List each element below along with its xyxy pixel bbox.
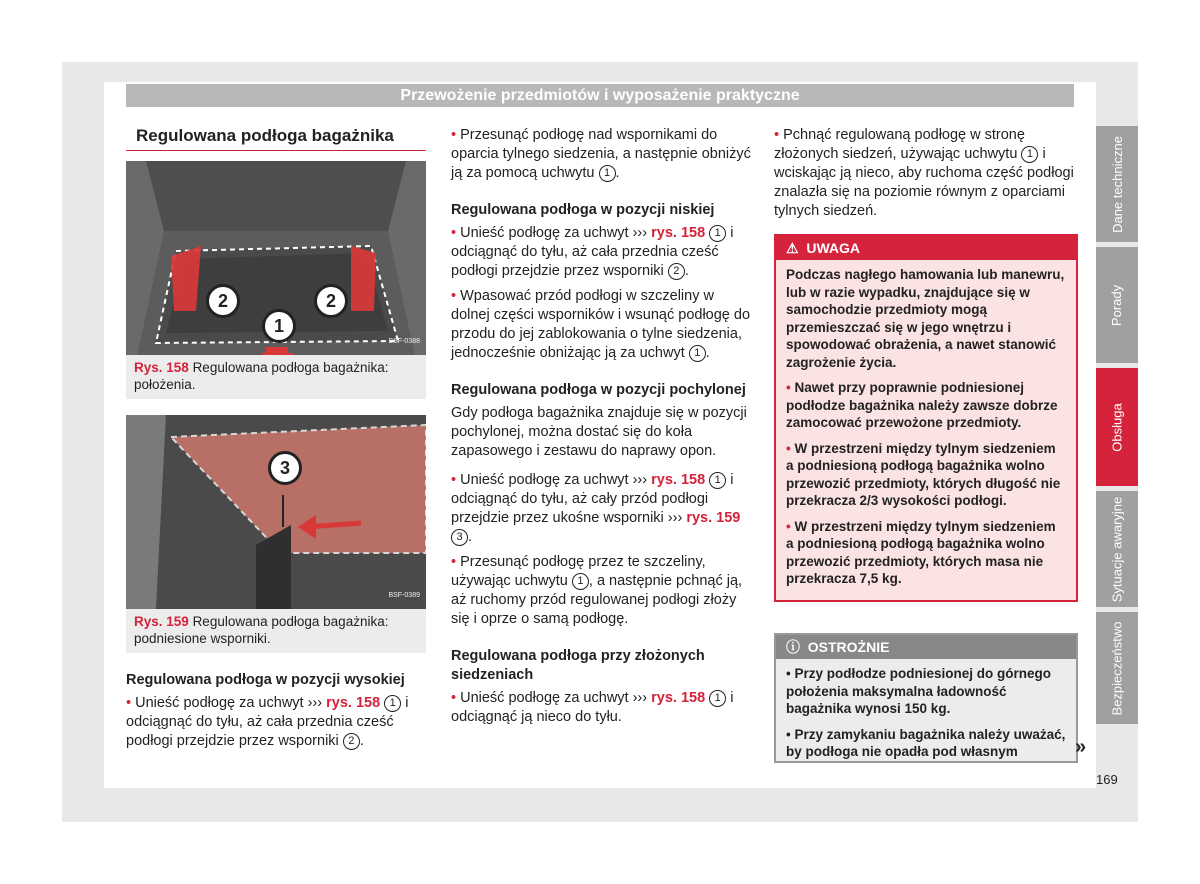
figure-158 [126, 161, 426, 399]
warning-box [774, 234, 1078, 602]
continued-marker: » [1075, 736, 1087, 758]
text: Unieść podłogę za uchwyt ››› [460, 225, 648, 241]
callout-number: 1 [689, 345, 706, 362]
text: i odciągnąć ją nieco do tyłu. [451, 690, 734, 725]
page-header: Przewożenie przedmiotów i wyposażenie praktyczne [126, 84, 1074, 107]
caution-body [776, 659, 1076, 761]
figure-code: BSF-0389 [388, 592, 420, 599]
warning-intro: Podczas nagłego hamowania lub manewru, lub w razie wypadku, znajdujące się w samochodzie przedmioty mogą przemieszczać się w jego wnętrzu i spowodować obrażenia, a nawet stanowić zagrożenie życia. [786, 267, 1065, 370]
marker-2-left: 2 [206, 284, 240, 318]
callout-number: 2 [343, 733, 360, 750]
caution-title: OSTROŻNIE [807, 639, 890, 655]
subheading-high: Regulowana podłoga w pozycji wysokiej [126, 672, 405, 688]
tab-dane-techniczne[interactable] [1096, 126, 1138, 242]
paragraph-1: • Pchnąć regulowaną podłogę w stronę złożonych siedzeń, używając uchwytu 1 i wciskając ją nieco, aby ruchoma część podłogi znalazła się na poziomie równym z oparciami tylnych siedzeń. [774, 127, 1074, 219]
tab-obsluga[interactable] [1096, 368, 1138, 486]
callout-number: 2 [668, 263, 685, 280]
text: . [705, 345, 710, 361]
paragraph-1: • Przesunąć podłogę nad wspornikami do oparcia tylnego siedzenia, a następnie obniżyć ją za pomocą uchwytu 1 . [451, 127, 751, 181]
callout-number: 1 [599, 165, 616, 182]
paragraph-low-1: • Unieść podłogę za uchwyt ››› rys. 158 1 i odciągnąć do tyłu, aż cała przednia cześć podłogi przejdzie przez wsporniki 2 . [451, 225, 734, 279]
text: i wciskając ją nieco, aby ruchoma część podłogi znalazła się na poziomie równym z oparciami tylnych siedzeń. [774, 146, 1074, 219]
subheading-inclined: Regulowana podłoga w pozycji pochylonej [451, 382, 746, 398]
callout-number: 1 [1021, 146, 1038, 163]
column-2 [451, 126, 751, 733]
marker-1: 1 [262, 309, 296, 343]
marker-2-right: 2 [314, 284, 348, 318]
caption-text: Regulowana podłoga bagażnika: położenia. [134, 360, 389, 392]
warning-item: • W przestrzeni między tylnym siedzeniem a podniesioną podłogą bagażnika wolno przewozić przedmioty, których masa nie przekracza 7,5 kg. [786, 518, 1056, 586]
text: . [684, 263, 689, 279]
tab-label: Obsługa [1109, 402, 1125, 452]
callout-number: 1 [384, 695, 401, 712]
warning-title: UWAGA [806, 240, 861, 256]
figure-159-caption [126, 609, 426, 653]
figure-ref-link[interactable]: rys. 159 [686, 510, 741, 526]
paragraph-inclined-0: Gdy podłoga bagażnika znajduje się w pozycji pochylonej, można dostać się do koła zapasowego i zestawu do naprawy opon. [451, 405, 747, 459]
caption-number: Rys. 158 [134, 360, 189, 375]
tab-label: Bezpieczeństwo [1109, 621, 1125, 715]
column-1 [126, 126, 426, 757]
text: Wpasować przód podłogi w szczeliny w dolnej części wsporników i wsunąć podłogę do przodu do jej zablokowania o tylne siedzenia, jednocześnie obniżając ją za uchwyt [451, 288, 751, 361]
paragraph-folded-1: • Unieść podłogę za uchwyt ››› rys. 158 1 i odciągnąć ją nieco do tyłu. [451, 690, 734, 725]
caution-item: • Przy zamykaniu bagażnika należy uważać, by podłoga nie opadła pod własnym [786, 726, 1066, 759]
page-number: 169 [1096, 772, 1118, 787]
figure-159-image [126, 415, 426, 609]
text: Unieść podłogę za uchwyt ››› [460, 472, 648, 488]
text: Przesunąć podłogę nad wspornikami do oparcia tylnego siedzenia, a następnie obniżyć ją za pomocą uchwytu [451, 127, 751, 181]
trunk-inclined-illustration [126, 415, 426, 609]
warning-triangle-icon: ⚠ [786, 240, 799, 256]
figure-158-image [126, 161, 426, 355]
tab-label: Sytuacje awaryjne [1109, 496, 1125, 602]
text: . [615, 165, 620, 181]
warning-header [776, 236, 1076, 260]
callout-number: 1 [709, 225, 726, 242]
section-title: Regulowana podłoga bagażnika [126, 126, 426, 151]
paragraph-inclined-1: • Unieść podłogę za uchwyt ››› rys. 158 1 i odciągnąć do tyłu, aż cały przód podłogi przejdzie przez ukośne wsporniki ››› rys. 159 3 . [451, 472, 741, 545]
text: W przestrzeni między tylnym siedzeniem a podniesioną podłogą bagażnika wolno przewozić przedmioty, których masa nie przekracza 7,5 kg. [786, 518, 1056, 586]
caution-item: • Przy podłodze podniesionej do górnego położenia maksymalna ładowność bagażnika wynosi 150 kg. [786, 666, 1051, 716]
subheading-folded: Regulowana podłoga przy złożonych siedzeniach [451, 648, 705, 683]
text: Unieść podłogę za uchwyt ››› [460, 690, 648, 706]
figure-ref-link[interactable]: rys. 158 [651, 472, 706, 488]
text: , a następnie pchnąć ją, aż ruchomy przód regulowanej podłogi złoży się i oprze o samą podłogę. [451, 573, 743, 627]
marker-3: 3 [268, 451, 302, 485]
text: W przestrzeni między tylnym siedzeniem a podniesioną podłogą bagażnika wolno przewozić przedmioty, których długość nie przekracza 2/3 wysokości podłogi. [786, 440, 1061, 508]
tab-bezpieczenstwo[interactable] [1096, 612, 1138, 724]
text: i odciągnąć do tyłu, aż cała przednia cześć podłogi przejdzie przez wsporniki [451, 225, 734, 279]
text: Nawet przy poprawnie podniesionej podłodze bagażnika należy zawsze dobrze zamocować przewożone przedmioty. [786, 380, 1058, 430]
text: Przy zamykaniu bagażnika należy uważać, by podłoga nie opadła pod własnym [786, 726, 1066, 759]
text: Przesunąć podłogę przez te szczeliny, używając uchwytu [451, 554, 706, 589]
text: . [359, 733, 364, 749]
paragraph-inclined-2: • Przesunąć podłogę przez te szczeliny, używając uchwytu 1 , a następnie pchnąć ją, aż ruchomy przód regulowanej podłogi złoży się i oprze o samą podłogę. [451, 554, 743, 627]
caution-header [776, 635, 1076, 659]
column-3 [774, 126, 1074, 227]
tab-porady[interactable] [1096, 247, 1138, 363]
text: i odciągnąć do tyłu, aż cała przednia cześć podłogi przejdzie przez wsporniki [126, 695, 409, 749]
callout-number: 1 [709, 690, 726, 707]
figure-159 [126, 415, 426, 653]
warning-item: • Nawet przy poprawnie podniesionej podłodze bagażnika należy zawsze dobrze zamocować przewożone przedmioty. [786, 380, 1058, 430]
text: Przy podłodze podniesionej do górnego położenia maksymalna ładowność bagażnika wynosi 150 kg. [786, 666, 1051, 716]
figure-ref-link[interactable]: rys. 158 [651, 690, 706, 706]
text: Unieść podłogę za uchwyt ››› [135, 695, 323, 711]
tab-label: Dane techniczne [1109, 135, 1125, 233]
tab-label: Porady [1109, 284, 1125, 326]
paragraph-low-2: • Wpasować przód podłogi w szczeliny w dolnej części wsporników i wsunąć podłogę do przodu do jej zablokowania o tylne siedzenia, jednocześnie obniżając ją za uchwyt 1 . [451, 288, 751, 361]
caution-box [774, 633, 1078, 763]
warning-body [776, 260, 1076, 600]
callout-number: 1 [709, 472, 726, 489]
caption-text: Regulowana podłoga bagażnika: podniesione wsporniki. [134, 614, 389, 646]
callout-number: 3 [451, 529, 468, 546]
text: i odciągnąć do tyłu, aż cały przód podłogi przejdzie przez ukośne wsporniki [451, 472, 734, 526]
text: Pchnąć regulowaną podłogę w stronę złożonych siedzeń, używając uchwytu [774, 127, 1025, 162]
figure-ref-link[interactable]: rys. 158 [326, 695, 381, 711]
caption-number: Rys. 159 [134, 614, 189, 629]
figure-code: BSF-0388 [388, 338, 420, 345]
figure-ref-link[interactable]: rys. 158 [651, 225, 706, 241]
callout-number: 1 [572, 573, 589, 590]
text: . [468, 529, 473, 545]
tab-sytuacje-awaryjne[interactable] [1096, 491, 1138, 607]
paragraph-high-1: • Unieść podłogę za uchwyt ››› rys. 158 1 i odciągnąć do tyłu, aż cała przednia cześć podłogi przejdzie przez wsporniki 2 . [126, 695, 409, 749]
exclamation-circle-icon: ⓘ [786, 639, 800, 655]
subheading-low: Regulowana podłoga w pozycji niskiej [451, 202, 715, 218]
figure-158-caption [126, 355, 426, 399]
warning-item: • W przestrzeni między tylnym siedzeniem a podniesioną podłogą bagażnika wolno przewozić przedmioty, których długość nie przekracza 2/3 wysokości podłogi. [786, 440, 1061, 508]
text: ››› [667, 510, 683, 526]
